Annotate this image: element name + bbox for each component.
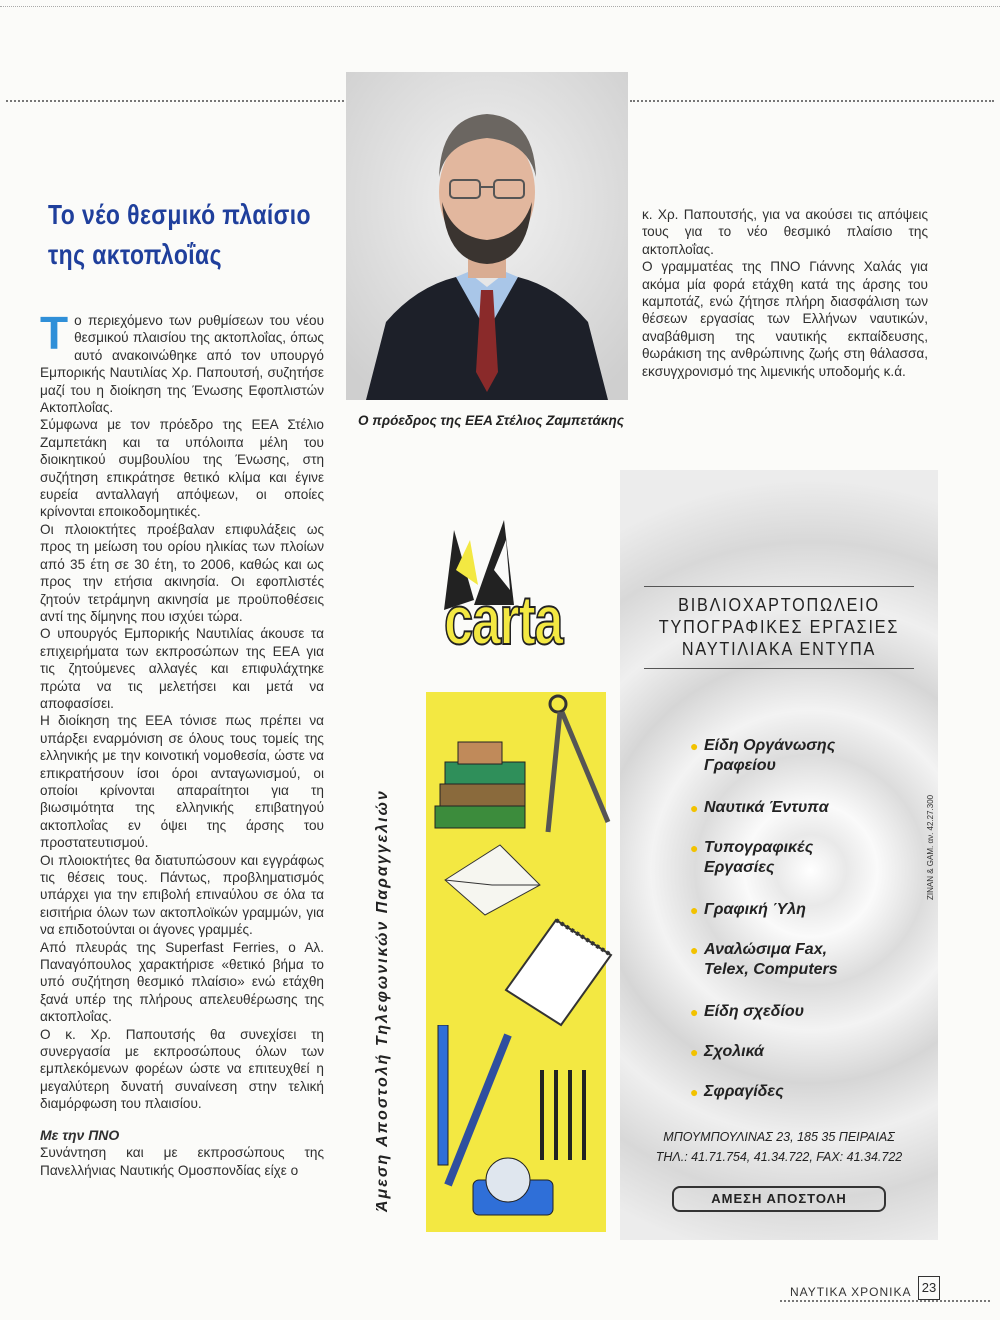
tape-dispenser-icon xyxy=(468,1150,558,1220)
footer-rule xyxy=(780,1300,990,1302)
ad-illustration-panel xyxy=(348,470,620,1240)
right-column xyxy=(642,206,928,380)
dropcap: Τ xyxy=(40,307,69,359)
paragraph: Συνάντηση και με εκπροσώπους της Πανελλήνιας Ναυτικής Ομοσπονδίας είχε ο xyxy=(40,1145,324,1178)
title-line-1: Το νέο θεσμικό πλαίσιο xyxy=(48,199,311,230)
top-edge-rule xyxy=(0,6,1000,7)
paragraph: Οι πλοιοκτήτες θα διατυπώσουν και εγγράφως τις θέσεις τους. Πάντως, προβληματισμός υπάρχει για την επιβολή επιναύλου σε όλα τα εισιτήρια όλων των ακτοπλοϊκών γραμμών, για να επιδοτούνται οι άγονες γραμμές. xyxy=(40,852,324,938)
shop-header-line: ΒΙΒΛΙΟΧΑΡΤΟΠΩΛΕΙΟ xyxy=(678,595,880,615)
shop-header-line: ΝΑΥΤΙΛΙΑΚΑ ΕΝΤΥΠΑ xyxy=(681,639,877,659)
paragraph: Η διοίκηση της ΕΕΑ τόνισε πως πρέπει να υπάρξει εναρμόνιση σε όλους τους τομείς της ελληνικής με την κοινοτική νομοθεσία, ώστε να επικρατήσουν ίσοι όροι ανταγωνισμού, οι οποίοι κρίνονται απαραίτητοι για τη βιωσιμότητα της ελληνικής επιβατηγού ακτοπλοΐας εν όψει της άρσης του προστατευτισμού. xyxy=(40,713,324,851)
paragraph: Ο υπουργός Εμπορικής Ναυτιλίας άκουσε τα επιχειρήματα των εκπροσώπων της ΕΕΑ για τις ζητούμενες αλλαγές και επιφυλάχτηκε πρώτα να τις μελετήσει και μετά να αποφασίσει. xyxy=(40,626,324,711)
page-number: 23 xyxy=(918,1276,940,1300)
portrait-photo xyxy=(346,72,628,400)
shop-header-line: ΤΥΠΟΓΡΑΦΙΚΕΣ ΕΡΓΑΣΙΕΣ xyxy=(658,617,900,637)
paragraph: Οι πλοιοκτήτες προέβαλαν επιφυλάξεις ως προς τη μείωση του ορίου ηλικίας των πλοίων από 35 έτη σε 30 έτη, το 2006, καθώς και ως προς την ετήσια ακινησία. Οι εφοπλιστές ζητούν τετράμηνη ακινησία με προϋποθέσεις αντί της δίμηνης που ισχύει τώρα. xyxy=(40,521,324,624)
photo-caption: Ο πρόεδρος της ΕΕΑ Στέλιος Ζαμπετάκης xyxy=(358,413,624,428)
ad-side-code: ZINAN & GAM. αν. 42.27.300 xyxy=(926,794,935,900)
top-rule-left xyxy=(6,100,344,102)
shop-header xyxy=(636,594,922,660)
title-line-2: της ακτοπλοΐας xyxy=(48,239,222,270)
envelope-icon xyxy=(440,840,550,920)
carta-advertisement xyxy=(348,470,938,1240)
article-title xyxy=(48,195,311,275)
books-icon xyxy=(430,736,540,846)
vertical-slogan: Άμεση Αποστολή Τηλεφωνικών Παραγγελιών xyxy=(374,789,391,1212)
notepad-icon xyxy=(496,910,616,1030)
paragraph: Ο κ. Χρ. Παπουτσής θα συνεχίσει τη συνεργασία με εκπροσώπους όλων των εμπλεκόμενων φορέων ώστε να επιτευχθεί η μεγαλύτερη δυνατή συναίνεση στην τελική διαμόρφωση του πλαισίου. xyxy=(40,1026,324,1112)
divider xyxy=(644,668,914,669)
compass-icon xyxy=(538,692,618,842)
paragraph: ο περιεχόμενο των ρυθμίσεων του νέου θεσμικού πλαισίου της ακτοπλοΐας, όπως αυτό ανακοινώθηκε από τον υπουργό Εμπορικής Ναυτιλίας Χρ. Παπουτσή, συζητήσε μαζί του η διοίκηση της Ένωσης Εφοπλιστών Ακτοπλοΐας. xyxy=(40,313,324,416)
paragraph: Σύμφωνα με τον πρόεδρο της ΕΕΑ Στέλιο Ζαμπετάκη και τα υπόλοιπα μέλη του διοικητικού συμβουλίου της Ένωσης, στη συζήτηση επικράτησε θετικό κλίμα και έγινε ευρεία ανταλλαγή απόψεων, οι οποίες κρίνονται εποικοδομητικές. xyxy=(40,417,324,520)
brand-logo: carta xyxy=(444,581,563,659)
top-rule-right xyxy=(630,100,994,102)
shop-address: ΜΠΟΥΜΠΟΥΛΙΝΑΣ 23, 185 35 ΠΕΙΡΑΙΑΣ xyxy=(663,1130,895,1144)
ad-info-panel: ΒΙΒΛΙΟΧΑΡΤΟΠΩΛΕΙΟ ΤΥΠΟΓΡΑΦΙΚΕΣ ΕΡΓΑΣΙΕΣ ΝΑΥΤΙΛΙΑΚΑ ΕΝΤΥΠΑ ● Είδη Οργάνωσης Γραφείου ● Ναυτικά Έντυπα ● Τυπογραφικές Εργασίες ● Γραφική Ύλη ● Αναλώσιμα Fax, Telex, Computers ● Είδη σχεδίου ● Σχολικά ● Σφραγίδες ΜΠΟΥΜΠΟΥΛΙΝΑΣ 23, 185 35 ΠΕΙΡΑΙΑΣ ΤΗΛ.: 41.71.754, 41.34.722, FAX: 41.34.722 ΑΜΕΣΗ ΑΠΟΣΤΟΛΗ ZINAN & GAM. αν. 42.27.300 xyxy=(620,470,938,1240)
left-column xyxy=(40,307,324,1179)
paragraph: Ο γραμματέας της ΠΝΟ Γιάννης Χαλάς για ακόμα μία φορά ετάχθη κατά της άρσης του καμποτάζ, ενώ ζήτησε πλήρη διασφάλιση των θέσεων εργασίας των Ελλήνων ναυτικών, αναβάθμιση της ναυτικής εκπαίδευσης, θωράκιση της ανθρώπινης ζωής στη θάλασσα, εκσυγχρονισμό της λιμενικής υποδομής κ.ά. xyxy=(642,259,928,379)
shop-phones: ΤΗΛ.: 41.71.754, 41.34.722, FAX: 41.34.722 xyxy=(655,1150,903,1164)
paragraph: Από πλευράς της Superfast Ferries, ο Αλ. Παναγόπουλος χαρακτήρισε «θετικό βήμα το υπό συζήτηση θεσμικό πλαίσιο» ενώ ετάχθη ξανά υπέρ της πλήρους απελευθέρωσης της ακτοπλοΐας. xyxy=(40,939,324,1025)
magazine-name: ΝΑΥΤΙΚΑ ΧΡΟΝΙΚΑ xyxy=(790,1285,912,1299)
direct-delivery-badge: ΑΜΕΣΗ ΑΠΟΣΤΟΛΗ xyxy=(672,1186,886,1212)
subhead: Με την ΠΝΟ xyxy=(40,1126,120,1143)
divider xyxy=(644,586,914,587)
paragraph: κ. Χρ. Παπουτσής, για να ακούσει τις απόψεις τους για το νέο θεσμικό πλαίσιο της ακτοπλοΐας. xyxy=(642,207,928,257)
